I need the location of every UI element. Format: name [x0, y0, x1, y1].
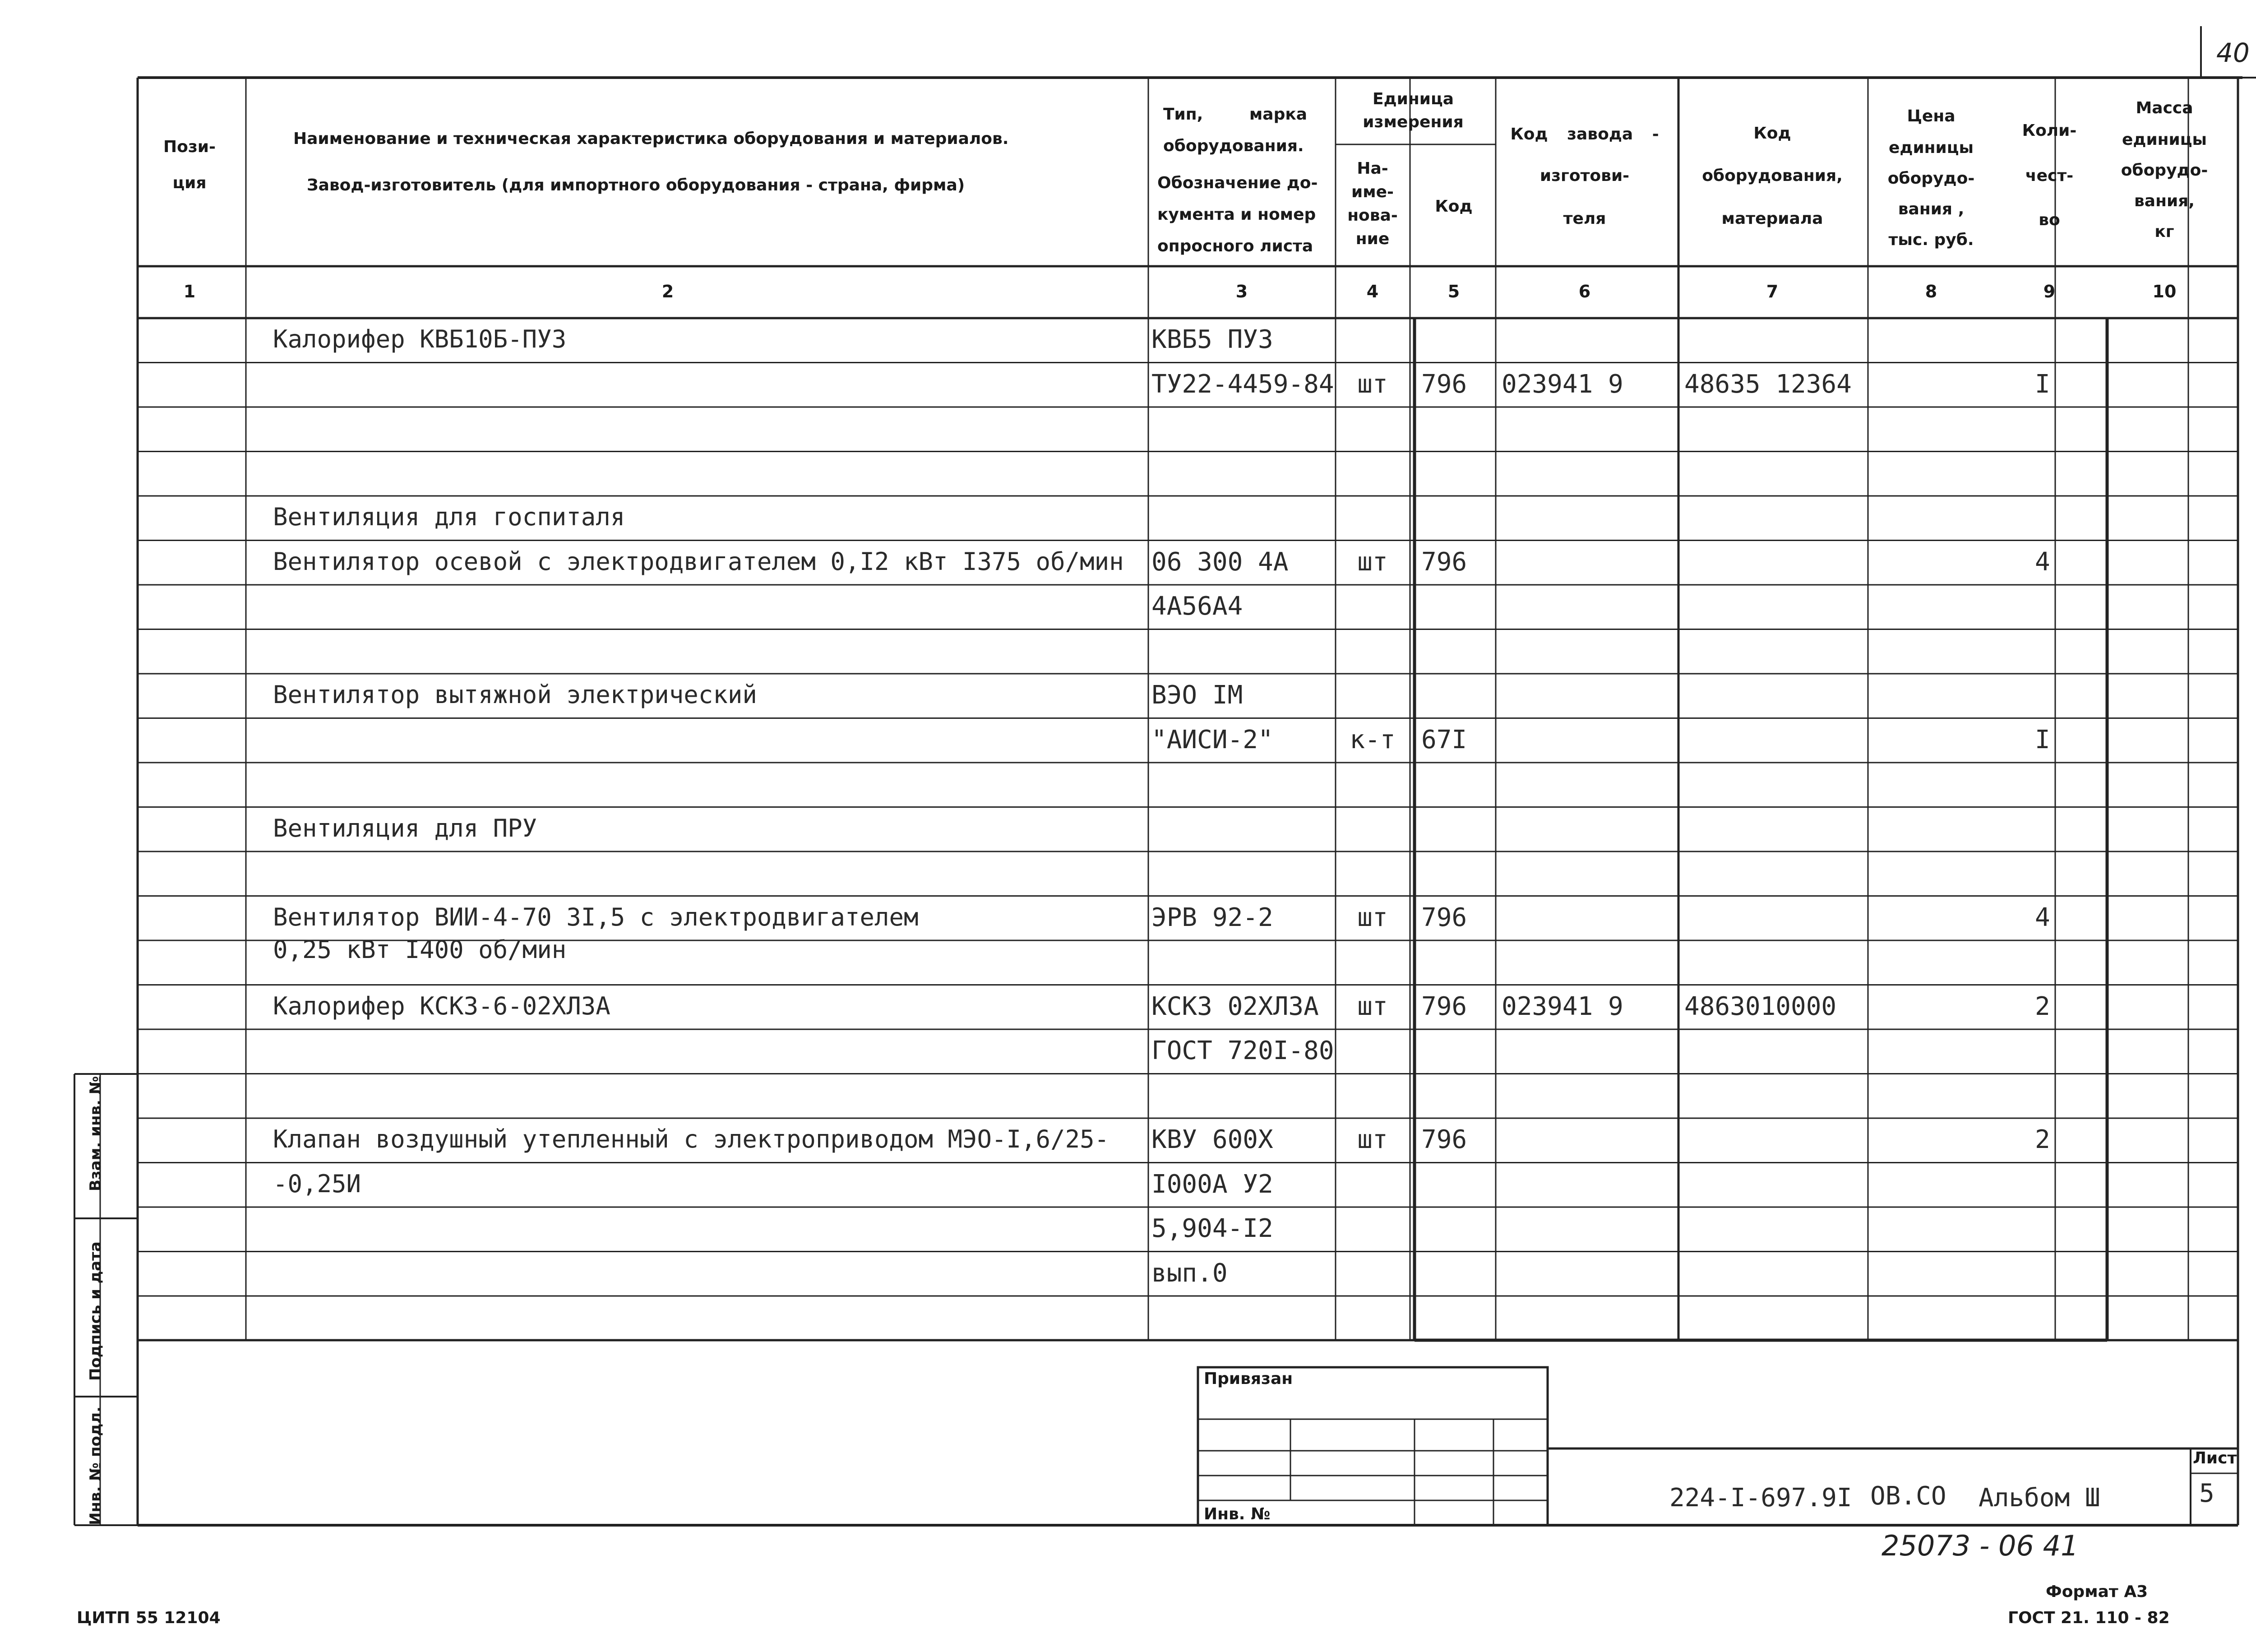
cell-name: -0,25И: [273, 1169, 361, 1198]
cell-type: "АИСИ-2": [1151, 725, 1273, 754]
header-price-line2: единицы: [1888, 139, 1974, 157]
column-number-10: 10: [2152, 282, 2177, 301]
cell-type: ВЭО IМ: [1151, 680, 1243, 710]
cell-qty: I: [2035, 725, 2050, 754]
header-name-line1: Наименование и техническая характеристика оборудования и материалов.: [293, 130, 1009, 148]
cell-name: Вентиляция для госпиталя: [273, 503, 625, 531]
header-unit-code: Код: [1435, 197, 1473, 216]
cell-type: КСК3 02ХЛ3А: [1151, 991, 1319, 1021]
cell-equip: 4863010000: [1684, 991, 1837, 1021]
stamp-sheet-label: Лист: [2193, 1449, 2237, 1467]
cell-unit: шт: [1357, 369, 1388, 399]
cell-type: КВУ 600Х: [1151, 1125, 1273, 1154]
cell-type: I000А У2: [1151, 1169, 1273, 1199]
cell-type: ГОСТ 720I-80: [1151, 1036, 1334, 1065]
cell-unit: шт: [1357, 547, 1388, 577]
cell-type: ТУ22-4459-84: [1151, 369, 1334, 399]
header-price-line4: вания ,: [1898, 200, 1965, 218]
header-type-line3: Обозначение до-: [1157, 174, 1318, 192]
cell-code: 67I: [1421, 725, 1467, 754]
header-price-line5: тыс. руб.: [1888, 231, 1974, 249]
cell-qty: I: [2035, 369, 2050, 399]
cell-type: ЭРВ 92-2: [1151, 902, 1273, 932]
header-mass-line1: Масса: [2136, 99, 2193, 117]
header-mass-line4: вания,: [2134, 192, 2195, 210]
header-equip-line3: материала: [1721, 209, 1823, 228]
cell-code: 796: [1421, 902, 1467, 932]
cell-name: Калорифер КСК3-6-02ХЛ3А: [273, 991, 610, 1020]
cell-type: 5,904-I2: [1151, 1214, 1273, 1243]
column-number-9: 9: [2043, 282, 2056, 301]
header-equip-line2: оборудования,: [1702, 167, 1843, 185]
header-equip-line1: Код: [1753, 124, 1791, 143]
cell-name: Клапан воздушный утепленный с электроприводом МЭО-I,6/25-: [273, 1125, 1110, 1153]
cell-code: 796: [1421, 369, 1467, 399]
header-type-line1: Тип, марка: [1163, 105, 1308, 124]
header-position-2: ция: [172, 174, 207, 192]
header-position-1: Пози-: [163, 138, 216, 156]
citp-label: ЦИТП 55 12104: [77, 1609, 221, 1627]
column-number-3: 3: [1235, 282, 1248, 301]
header-unit-name-3: нова-: [1347, 206, 1398, 225]
cell-code: 796: [1421, 991, 1467, 1021]
cell-name: Вентиляция для ПРУ: [273, 814, 537, 842]
cell-qty: 2: [2035, 991, 2050, 1021]
cell-factory: 023941 9: [1502, 369, 1623, 399]
cell-type: 4А56А4: [1151, 592, 1243, 621]
cell-code: 796: [1421, 547, 1467, 577]
stamp-inv-no: Инв. №: [1204, 1505, 1271, 1523]
cell-name: Вентилятор ВИИ-4-70 3I,5 с электродвигателем: [273, 902, 919, 931]
cell-name-continuation: 0,25 кВт I400 об/мин: [273, 935, 567, 964]
handwritten-number: 25073 - 06 41: [1882, 1529, 2079, 1562]
header-factory-line3: теля: [1563, 209, 1606, 228]
cell-name: Вентилятор вытяжной электрический: [273, 680, 757, 709]
cell-equip: 48635 12364: [1684, 369, 1852, 399]
stamp-album: Альбом Ш: [1979, 1483, 2100, 1513]
cell-unit: шт: [1357, 991, 1388, 1021]
cell-type: 06 300 4А: [1151, 547, 1289, 577]
privyazan-box: [1198, 1367, 1548, 1525]
column-number-2: 2: [661, 282, 674, 301]
header-type-line5: опросного листа: [1157, 237, 1313, 255]
column-number-7: 7: [1766, 282, 1779, 301]
cell-qty: 4: [2035, 902, 2050, 932]
header-unit-name-4: ние: [1355, 230, 1390, 248]
cell-qty: 2: [2035, 1125, 2050, 1154]
header-unit-name-1: На-: [1357, 159, 1388, 178]
header-mass-line2: единицы: [2122, 130, 2207, 149]
header-mass-line5: кг: [2154, 222, 2174, 241]
header-price-line3: оборудо-: [1887, 169, 1975, 188]
header-qty-line3: во: [2039, 211, 2060, 229]
cell-unit: шт: [1357, 902, 1388, 932]
stamp-sheet-number: 5: [2199, 1479, 2214, 1508]
header-mass-line3: оборудо-: [2121, 161, 2208, 180]
column-number-6: 6: [1578, 282, 1591, 301]
cell-qty: 4: [2035, 547, 2050, 577]
header-type-line4: кумента и номер: [1157, 205, 1316, 224]
stamp-privyazan: Привязан: [1204, 1370, 1293, 1388]
column-number-8: 8: [1925, 282, 1937, 301]
column-number-1: 1: [183, 282, 196, 301]
header-type-line2: оборудования.: [1163, 137, 1304, 155]
header-unit-line2: измерения: [1363, 113, 1464, 131]
header-qty-line1: Коли-: [2022, 121, 2077, 140]
cell-unit: шт: [1357, 1125, 1388, 1154]
column-number-4: 4: [1366, 282, 1379, 301]
stamp-designation: 224-I-697.9I: [1669, 1483, 1852, 1513]
cell-code: 796: [1421, 1125, 1467, 1154]
side-label-replacement: Взам. инв. №: [87, 1076, 105, 1191]
corner-sheet-number: 40: [2216, 37, 2250, 68]
stamp-code: ОВ.СО: [1870, 1481, 1946, 1511]
cell-name: Вентилятор осевой с электродвигателем 0,I2 кВт I375 об/мин: [273, 547, 1124, 576]
side-label-signature-date: Подпись и дата: [87, 1241, 105, 1381]
header-unit-name-2: име-: [1351, 183, 1394, 201]
header-factory-line1: Код завода -: [1510, 125, 1659, 143]
header-factory-line2: изготови-: [1539, 167, 1630, 185]
header-name-line2: Завод-изготовитель (для импортного оборудования - страна, фирма): [307, 176, 965, 194]
header-qty-line2: чест-: [2025, 167, 2074, 185]
cell-unit: к-т: [1350, 725, 1396, 754]
side-label-original-inv: Инв. № подл.: [87, 1406, 105, 1525]
column-number-5: 5: [1447, 282, 1460, 301]
cell-type: КВБ5 ПУ3: [1151, 325, 1273, 354]
cell-type: вып.0: [1151, 1258, 1228, 1288]
gost-label: ГОСТ 21. 110 - 82: [2008, 1609, 2170, 1627]
cell-name: Калорифер КВБ10Б-ПУ3: [273, 325, 567, 353]
cell-factory: 023941 9: [1502, 991, 1623, 1021]
header-unit-line1: Единица: [1373, 90, 1454, 108]
header-price-line1: Цена: [1907, 107, 1956, 125]
format-label: Формат А3: [2046, 1583, 2148, 1601]
